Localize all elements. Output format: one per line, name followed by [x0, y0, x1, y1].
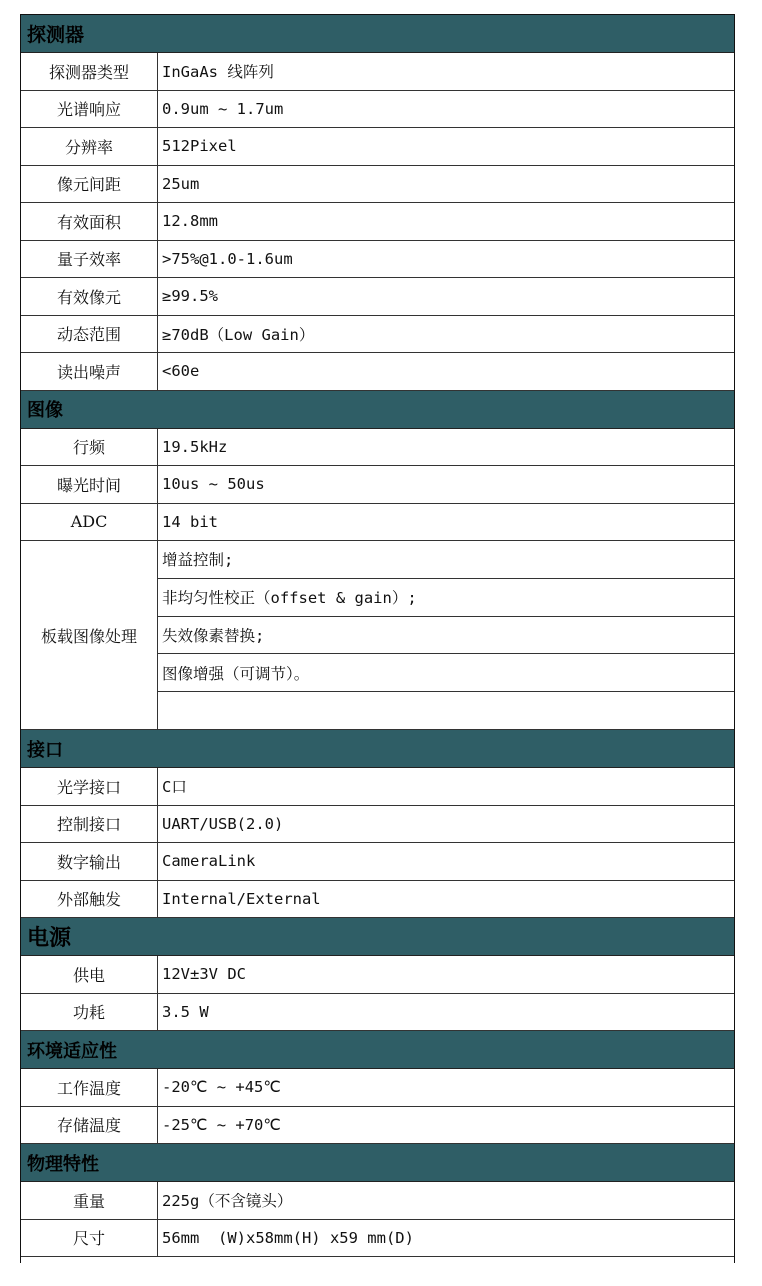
onboard-item: 增益控制; — [158, 541, 734, 579]
row-label: 数字输出 — [21, 843, 158, 880]
row-value: >75%@1.0-1.6um — [162, 249, 293, 268]
spec-row — [21, 806, 734, 844]
row-label: 分辨率 — [21, 128, 158, 165]
row-label: 光学接口 — [21, 768, 158, 805]
row-value: 0.9um ~ 1.7um — [162, 99, 284, 118]
spec-row — [21, 128, 734, 166]
section-header-power: 电源 — [21, 918, 734, 956]
spec-row — [21, 91, 734, 129]
onboard-item: 图像增强（可调节）。 — [158, 654, 734, 692]
power-rows — [21, 956, 734, 1031]
row-label: 读出噪声 — [21, 353, 158, 390]
row-label: 量子效率 — [21, 241, 158, 278]
spec-row — [21, 203, 734, 241]
row-label: 光谱响应 — [21, 91, 158, 128]
spec-row — [21, 1107, 734, 1145]
spec-row — [21, 166, 734, 204]
row-label: 探测器类型 — [21, 53, 158, 90]
row-value: 56mm (W)x58mm(H) x59 mm(D) — [162, 1228, 414, 1247]
row-value: 14 bit — [162, 512, 218, 531]
row-label: 板载图像处理 — [21, 541, 158, 729]
row-value: 10us ~ 50us — [162, 475, 265, 494]
spec-row — [21, 1182, 734, 1220]
row-value: <60e — [162, 362, 200, 381]
spec-row — [21, 241, 734, 279]
detector-rows — [21, 53, 734, 391]
row-value: ≥70dB（Low Gain） — [162, 325, 315, 344]
row-value: 512Pixel — [162, 137, 237, 156]
spec-row — [21, 768, 734, 806]
physical-rows — [21, 1182, 734, 1257]
row-value: Internal/External — [162, 889, 321, 908]
row-label: 控制接口 — [21, 806, 158, 843]
spec-row — [21, 956, 734, 994]
section-header-interface: 接口 — [21, 730, 734, 768]
spec-row — [21, 843, 734, 881]
row-value: C口 — [162, 778, 187, 797]
row-value: CameraLink — [162, 852, 256, 871]
onboard-processing-list — [158, 541, 734, 729]
row-value: ≥99.5% — [162, 287, 218, 306]
spec-row — [21, 1220, 734, 1258]
section-header-environment: 环境适应性 — [21, 1031, 734, 1069]
row-label: 有效像元 — [21, 278, 158, 315]
row-value: -25℃ ~ +70℃ — [162, 1115, 281, 1134]
spec-row — [21, 504, 734, 542]
row-value: 12.8mm — [162, 212, 218, 231]
row-value: 12V±3V DC — [162, 965, 246, 984]
section-header-detector: 探测器 — [21, 15, 734, 53]
row-value: 25um — [162, 174, 200, 193]
spec-row — [21, 881, 734, 919]
row-value: UART/USB(2.0) — [162, 814, 284, 833]
spec-row — [21, 466, 734, 504]
spec-row — [21, 278, 734, 316]
row-value: 225g（不含镜头） — [162, 1192, 293, 1211]
image-rows — [21, 429, 734, 542]
spec-row — [21, 994, 734, 1032]
environment-rows — [21, 1069, 734, 1144]
row-value: -20℃ ~ +45℃ — [162, 1078, 281, 1097]
row-label: ADC — [21, 504, 158, 541]
row-value: 3.5 W — [162, 1002, 209, 1021]
row-label: 重量 — [21, 1182, 158, 1219]
row-value: InGaAs 线阵列 — [162, 63, 274, 82]
section-header-physical: 物理特性 — [21, 1144, 734, 1182]
row-label: 动态范围 — [21, 316, 158, 353]
spec-row — [21, 316, 734, 354]
section-header-image: 图像 — [21, 391, 734, 429]
row-label: 功耗 — [21, 994, 158, 1031]
onboard-item: 非均匀性校正（offset & gain）; — [158, 579, 734, 617]
spec-row — [21, 1069, 734, 1107]
row-label: 曝光时间 — [21, 466, 158, 503]
row-label: 有效面积 — [21, 203, 158, 240]
interface-rows — [21, 768, 734, 918]
onboard-item — [158, 692, 734, 729]
spec-row — [21, 53, 734, 91]
row-label: 像元间距 — [21, 166, 158, 203]
row-label: 外部触发 — [21, 881, 158, 918]
spec-table — [20, 14, 735, 1263]
row-value: 19.5kHz — [162, 437, 228, 456]
row-label: 行频 — [21, 429, 158, 466]
spec-row — [21, 353, 734, 391]
row-label: 工作温度 — [21, 1069, 158, 1106]
onboard-processing-row — [21, 541, 734, 730]
onboard-item: 失效像素替换; — [158, 617, 734, 655]
row-label: 供电 — [21, 956, 158, 993]
row-label: 存储温度 — [21, 1107, 158, 1144]
table-bottom-spacer — [21, 1257, 734, 1263]
spec-row — [21, 429, 734, 467]
row-label: 尺寸 — [21, 1220, 158, 1257]
